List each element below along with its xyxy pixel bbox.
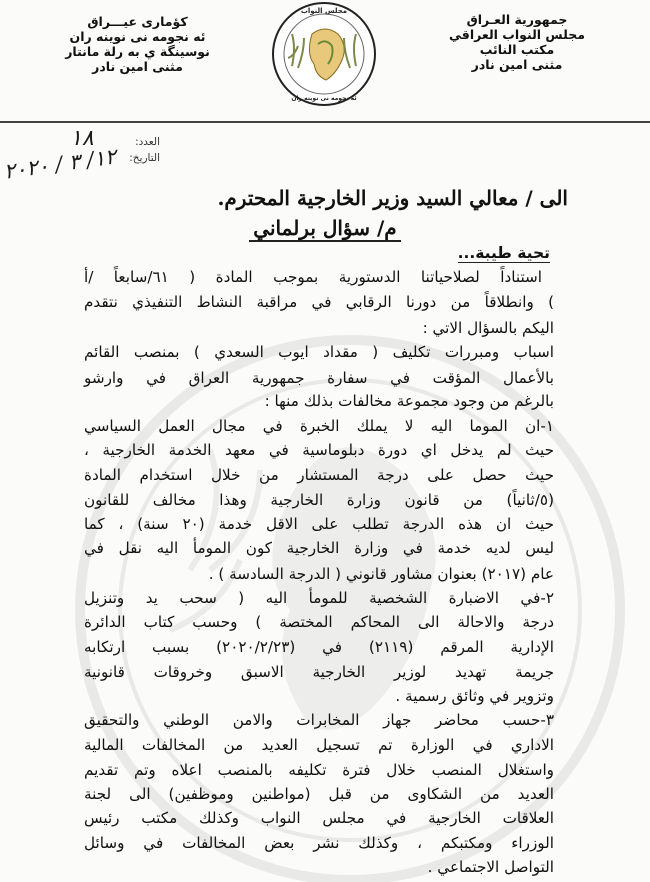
body-line: جريمة تهديد لوزير الخارجية الاسبق وخروقات قانونية — [84, 663, 554, 681]
handwritten-date: ١٢/ ٣ / ٢٠٢٠ — [2, 144, 118, 184]
body-line: ٣-حسب محاضر جهاز المخابرات والامن الوطني والتحقيق — [84, 711, 554, 729]
header-left-line: نوسينگة ي به رلة مانتار — [65, 44, 210, 59]
date-label: التاريخ: — [129, 152, 160, 164]
body-line: الاداري في الوزارة تم تسجيل العديد من المخالفات المالية — [84, 736, 554, 754]
body-line: الإدارية المرقم (٢١١٩) في (٢٠٢٠/٢/٢٣) بسبب ارتكابه — [84, 638, 554, 656]
body-line: حيث حصل على درجة المستشار من خلال استخدام المادة — [84, 466, 554, 484]
subject-line — [0, 216, 650, 240]
subject-text: م/ سؤال برلماني — [249, 216, 400, 242]
logo-top-text: مجلس النواب — [300, 7, 348, 15]
addressee: الى / معالي السيد وزير الخارجية المحترم. — [217, 186, 568, 210]
body-line: التواصل الاجتماعي . — [427, 858, 554, 876]
body-line: حيث لم يدخل اي دورة دبلوماسية في معهد الخدمة الخارجية ، — [84, 441, 554, 459]
body-line: درجة والاحالة الى المحاكم المختصة ) وحسب كتاب الدائرة — [84, 613, 554, 631]
body-line: واستغلال المنصب خلال فترة تكليفه بالمنصب اعلاه وتم تقديم — [84, 761, 554, 779]
body-line: العلاقات الخارجية في مجلس النواب وكذلك مكتب رئيس — [84, 809, 554, 827]
body-line: بالأعمال المؤقت في سفارة جمهورية العراق في وارشو — [84, 369, 554, 387]
header-right-line: مجلس النواب العراقي — [449, 27, 585, 42]
header-left-line: كؤمارى عيـــراق — [87, 14, 188, 29]
number-label: العدد: — [135, 136, 160, 148]
header-right-line: مثنى امين نادر — [471, 57, 563, 72]
body-line: اسباب ومبررات تكليف ( مقداد ايوب السعدي ) بمنصب القائم — [84, 343, 554, 361]
header-left-line: مثنى امين نادر — [92, 59, 183, 74]
body-line: ٢-في الاضبارة الشخصية للمومأ اليه ( سحب يد وتنزيل — [84, 589, 554, 607]
body-line: استناداً لصلاحياتنا الدستورية بموجب المادة ( ٦١/سابعاً /أ — [84, 268, 542, 286]
body-line: بالرغم من وجود مجموعة مخالفات بذلك منها : — [264, 392, 554, 410]
body-line: ١-ان الموما اليه لا يملك الخبرة في مجال العمل السياسي — [84, 417, 554, 435]
logo-bottom-text: ئه نجومه نى نوينه ران — [291, 95, 357, 102]
greeting-text: تحية طيبة... — [457, 244, 550, 262]
body-line: حيث ان هذه الدرجة تطلب على الاقل خدمة (٢٠ سنة) ، كما — [84, 515, 554, 533]
body-line: اليكم بالسؤال الاتي : — [422, 319, 554, 337]
body-line: عام (٢٠١٧) بعنوان مشاور قانوني ( الدرجة السادسة ) . — [208, 565, 554, 583]
header-right-line: مكتب النائب — [479, 42, 555, 57]
body-line: الوزراء ومكتبكم ، وكذلك نشر بعض المخالفات في وسائل — [84, 834, 554, 852]
header-institution-kurdish — [50, 14, 225, 74]
body-line: وتزوير في وثائق رسمية . — [395, 687, 554, 705]
greeting — [458, 244, 550, 262]
handwritten-number: ١٨ — [70, 126, 94, 151]
header-institution-arabic — [432, 12, 602, 72]
header-divider — [0, 121, 650, 123]
parliament-logo-icon — [270, 0, 378, 108]
header-left-line: ئه نجومه نى نوينه ران — [69, 29, 206, 44]
body-line: (٥/ثانياً) من قانون وزارة الخارجية وهذا مخالف للقانون — [84, 491, 554, 509]
header-right-line: جمهورية العـراق — [466, 12, 568, 27]
body-line: العديد من الشكاوى من قبل (مواطنين وموظفين) الى لجنة — [84, 785, 554, 803]
body-line: ) وانطلاقاً من دورنا الرقابي في مراقبة النشاط التنفيذي نتقدم — [84, 293, 554, 311]
body-line: ليس لديه خدمة في وزارة الخارجية كون المومأ اليه نقل في — [84, 539, 554, 557]
